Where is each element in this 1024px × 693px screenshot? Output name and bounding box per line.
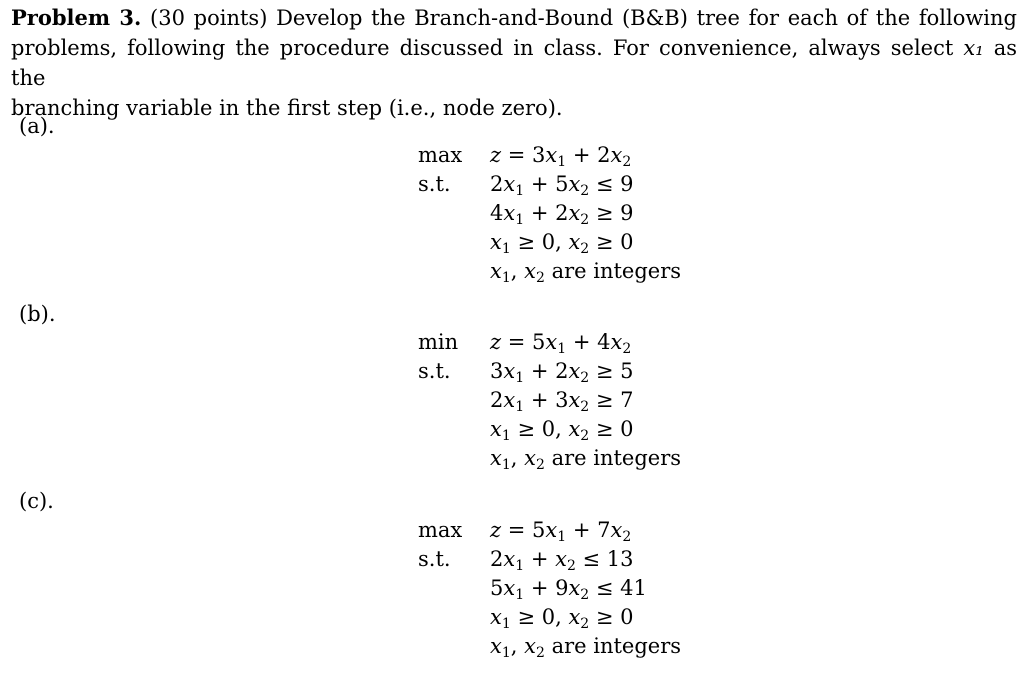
part-a-label: (a). [19,114,55,138]
part-c-constraint-row [418,603,681,632]
part-a-constraint-row [418,228,681,257]
part-a-objective-row [418,141,681,170]
part-b-model [418,328,681,473]
part-c-model [418,516,681,661]
part-b-constraint-row [418,386,681,415]
part-a-constraint-3: $x_1 \ge 0$, $x_2 \ge 0$ [490,230,634,257]
part-c-constraint-4: $x_1$, $x_2$ are integers [490,634,682,661]
part-b-constraint-1: $3x_1 + 2x_2 \ge 5$ [490,359,634,386]
problem-line-2-variable: x₁ [963,36,984,60]
part-b-constraint-3: $x_1 \ge 0$, $x_2 \ge 0$ [490,417,634,444]
part-b-sense: min [418,330,459,354]
part-a-constraint-4: $x_1$, $x_2$ are integers [490,259,682,286]
part-c-sense: max [418,518,463,542]
part-a-constraint-2: $4x_1 + 2x_2 \ge 9$ [490,201,634,228]
part-a-model [418,141,681,286]
part-a-st-label: s.t. [418,172,451,196]
part-a-objective: $z = 3x_1 + 2x_2$ [490,143,632,170]
part-c-constraint-row [418,545,681,574]
part-c-constraint-row [418,632,681,661]
part-b-objective: $z = 5x_1 + 4x_2$ [490,330,632,357]
part-c-constraint-1: $2x_1 + x_2 \le 13$ [490,547,634,574]
part-a-sense: max [418,143,463,167]
part-a-constraint-1: $2x_1 + 5x_2 \le 9$ [490,172,634,199]
part-b-constraint-row [418,357,681,386]
part-c-constraint-row [418,574,681,603]
problem-line-1-text: (30 points) Develop the Branch-and-Bound (B&B) tree for each of the following [141,6,1017,30]
part-a-constraint-row [418,257,681,286]
problem-line-3: branching variable in the first step (i.e., node zero). [11,96,563,120]
part-b-constraint-row [418,415,681,444]
part-c-objective-row [418,516,681,545]
part-b-constraint-4: $x_1$, $x_2$ are integers [490,446,682,473]
part-a-constraint-row [418,170,681,199]
part-c-label: (c). [19,489,54,513]
part-b-label: (b). [19,302,56,326]
problem-statement [11,3,1017,123]
part-c-objective: $z = 5x_1 + 7x_2$ [490,518,632,545]
problem-line-2-end: as the [11,36,1017,90]
part-b-objective-row [418,328,681,357]
part-b-constraint-row [418,444,681,473]
problem-line-2 [11,33,1017,93]
part-b-st-label: s.t. [418,359,451,383]
problem-line-1 [11,3,1017,33]
part-a-constraint-row [418,199,681,228]
problem-label: Problem 3. [11,5,142,30]
part-c-constraint-2: $5x_1 + 9x_2 \le 41$ [490,576,647,603]
part-b-constraint-2: $2x_1 + 3x_2 \ge 7$ [490,388,634,415]
part-c-constraint-3: $x_1 \ge 0$, $x_2 \ge 0$ [490,605,634,632]
problem-line-2-text: problems, following the procedure discussed in class. For convenience, always select [11,36,964,60]
part-c-st-label: s.t. [418,547,451,571]
